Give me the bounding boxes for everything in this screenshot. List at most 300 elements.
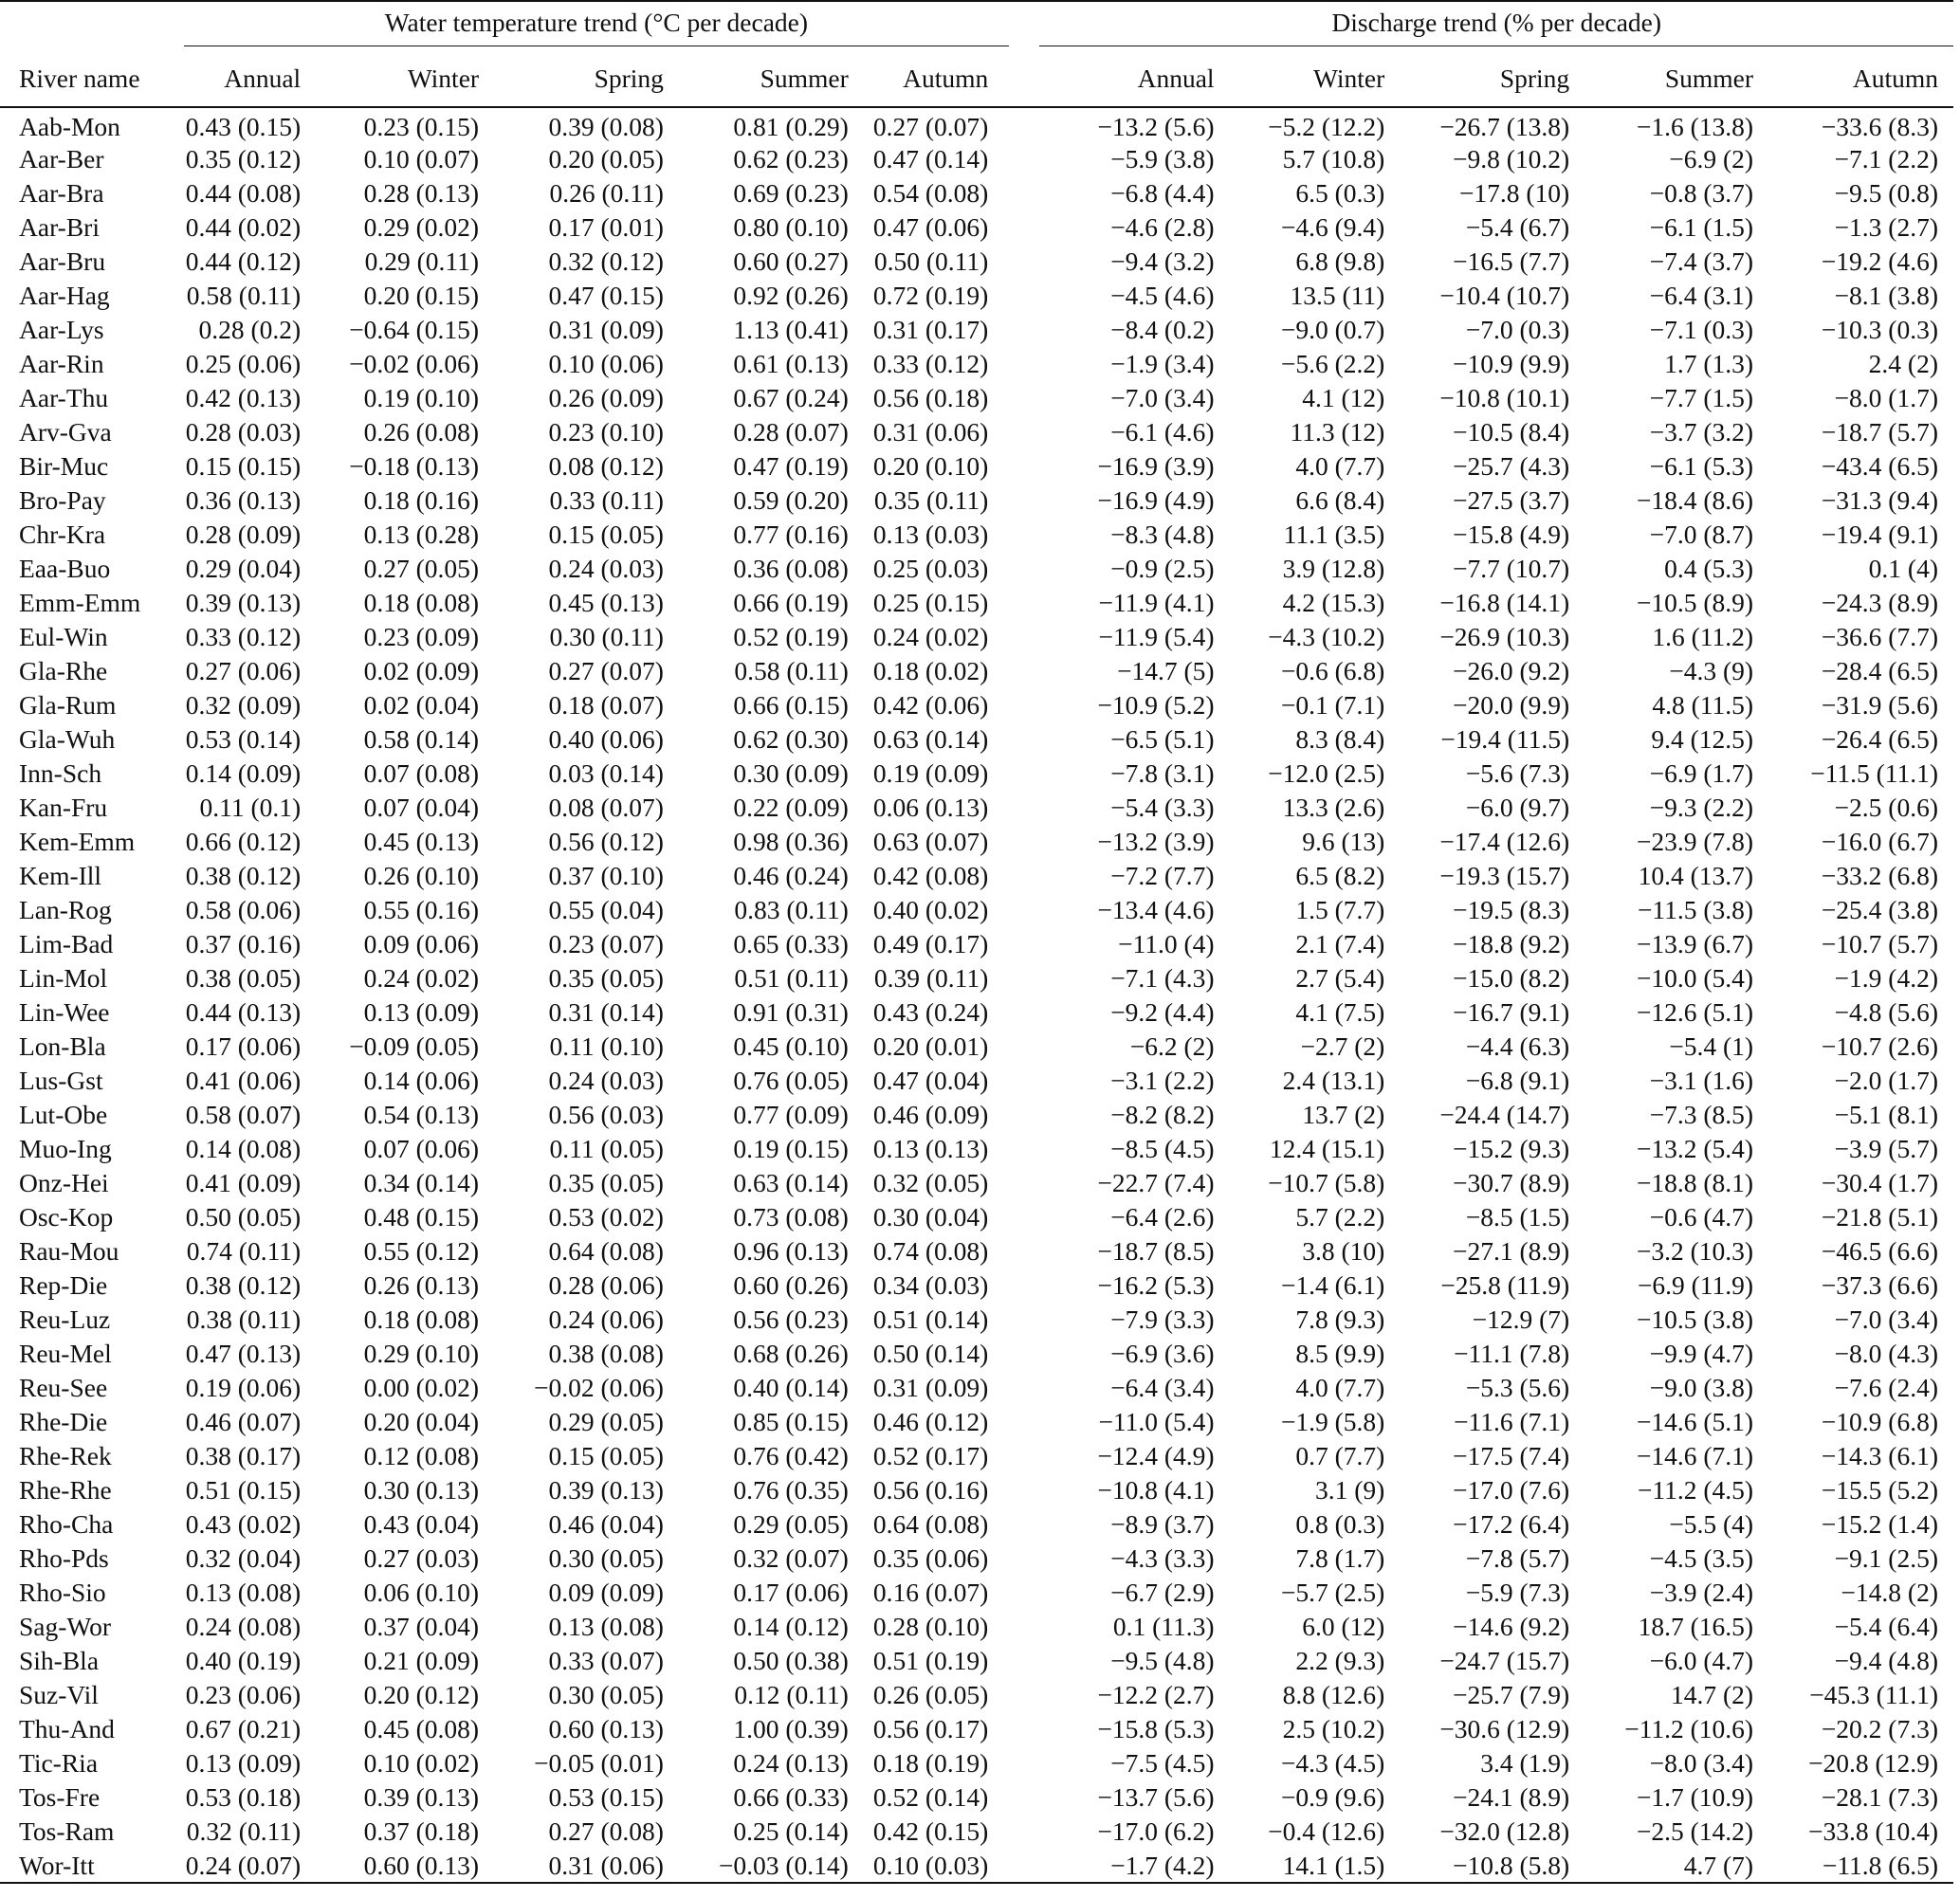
temperature-trend-cell: 0.56 (0.03) bbox=[548, 1100, 664, 1129]
temperature-trend-cell: 0.13 (0.28) bbox=[363, 520, 480, 549]
temperature-trend-cell: 0.53 (0.15) bbox=[548, 1782, 664, 1812]
discharge-trend-cell: −9.0 (3.8) bbox=[1649, 1373, 1754, 1402]
temperature-trend-cell: 0.23 (0.09) bbox=[363, 622, 480, 651]
discharge-trend-cell: −15.0 (8.2) bbox=[1452, 963, 1570, 993]
temperature-trend-cell: 0.02 (0.09) bbox=[363, 656, 480, 685]
table-row bbox=[0, 1098, 1953, 1132]
discharge-trend-cell: −36.6 (7.7) bbox=[1821, 622, 1938, 651]
temperature-trend-cell: 0.20 (0.12) bbox=[363, 1680, 480, 1709]
temperature-trend-cell: 0.13 (0.03) bbox=[872, 520, 989, 549]
temperature-trend-cell: 0.39 (0.13) bbox=[363, 1782, 480, 1812]
discharge-trend-cell: −15.8 (5.3) bbox=[1097, 1714, 1215, 1743]
temperature-trend-cell: 0.35 (0.05) bbox=[548, 963, 664, 993]
discharge-trend-cell: −0.8 (3.7) bbox=[1649, 178, 1754, 208]
temperature-trend-cell: 0.46 (0.12) bbox=[872, 1407, 989, 1436]
discharge-trend-cell: 4.7 (7) bbox=[1683, 1850, 1754, 1880]
gap-cell bbox=[1009, 1200, 1028, 1234]
discharge-trend-cell: −1.9 (4.2) bbox=[1834, 963, 1938, 993]
discharge-trend-cell: −24.3 (8.9) bbox=[1821, 588, 1938, 617]
discharge-trend-cell: −7.4 (3.7) bbox=[1649, 246, 1754, 276]
river-name-cell: Lin-Wee bbox=[19, 997, 110, 1027]
discharge-trend-cell: −6.8 (4.4) bbox=[1110, 178, 1215, 208]
river-name-cell: Inn-Sch bbox=[19, 758, 102, 788]
temperature-trend-cell: 0.47 (0.06) bbox=[872, 212, 989, 242]
temperature-trend-cell: 0.15 (0.05) bbox=[548, 520, 664, 549]
temperature-trend-cell: 0.23 (0.07) bbox=[548, 929, 664, 958]
temperature-trend-cell: 0.83 (0.11) bbox=[734, 895, 849, 924]
discharge-trend-cell: −8.0 (3.4) bbox=[1649, 1748, 1754, 1778]
gap-cell bbox=[1009, 1132, 1028, 1166]
river-name-cell: Bro-Pay bbox=[19, 485, 106, 515]
discharge-trend-cell: −17.4 (12.6) bbox=[1439, 827, 1570, 856]
discharge-trend-cell: −14.3 (6.1) bbox=[1821, 1441, 1938, 1470]
discharge-trend-cell: −16.2 (5.3) bbox=[1097, 1270, 1215, 1300]
temperature-trend-cell: 0.26 (0.08) bbox=[363, 417, 480, 447]
temperature-trend-cell: 0.28 (0.2) bbox=[198, 315, 302, 344]
discharge-trend-cell: 2.7 (5.4) bbox=[1295, 963, 1385, 993]
discharge-trend-cell: −2.7 (2) bbox=[1300, 1031, 1385, 1061]
temperature-trend-cell: 0.58 (0.14) bbox=[363, 724, 480, 754]
table-row bbox=[0, 1849, 1953, 1883]
discharge-trend-cell: −24.7 (15.7) bbox=[1439, 1646, 1570, 1675]
table-row bbox=[0, 995, 1953, 1030]
temperature-trend-cell: 0.20 (0.04) bbox=[363, 1407, 480, 1436]
discharge-trend-cell: −10.9 (5.2) bbox=[1097, 690, 1215, 720]
temperature-trend-cell: 0.59 (0.20) bbox=[733, 485, 849, 515]
column-header-discharge-spring: Spring bbox=[1499, 64, 1570, 93]
temperature-trend-cell: 0.25 (0.14) bbox=[733, 1816, 849, 1846]
temperature-trend-cell: 0.20 (0.15) bbox=[363, 281, 480, 310]
discharge-trend-cell: 1.7 (1.3) bbox=[1664, 349, 1754, 378]
temperature-trend-cell: 0.26 (0.10) bbox=[363, 861, 480, 890]
temperature-trend-cell: 0.60 (0.26) bbox=[733, 1270, 849, 1300]
table-row bbox=[0, 1405, 1953, 1439]
group-header-spacer bbox=[0, 1, 154, 51]
temperature-trend-cell: 0.08 (0.12) bbox=[548, 451, 664, 481]
river-name-cell: Lim-Bad bbox=[19, 929, 114, 958]
discharge-trend-cell: −5.7 (2.5) bbox=[1280, 1578, 1385, 1607]
column-header-discharge-annual: Annual bbox=[1137, 64, 1215, 93]
table-row bbox=[0, 1439, 1953, 1473]
temperature-trend-cell: 0.41 (0.06) bbox=[185, 1066, 302, 1095]
discharge-trend-cell: −15.2 (1.4) bbox=[1821, 1509, 1938, 1539]
gap-cell bbox=[1009, 1234, 1028, 1268]
column-header-temp-winter: Winter bbox=[407, 64, 480, 93]
temperature-trend-cell: 0.34 (0.03) bbox=[872, 1270, 989, 1300]
temperature-trend-cell: 0.18 (0.16) bbox=[363, 485, 480, 515]
discharge-trend-cell: −24.4 (14.7) bbox=[1439, 1100, 1570, 1129]
gap-cell bbox=[1009, 1473, 1028, 1507]
temperature-trend-cell: 0.25 (0.03) bbox=[872, 554, 989, 583]
discharge-trend-cell: −0.9 (2.5) bbox=[1110, 554, 1215, 583]
temperature-trend-cell: 0.27 (0.05) bbox=[363, 554, 480, 583]
temperature-trend-cell: 0.92 (0.26) bbox=[733, 281, 849, 310]
discharge-trend-cell: −0.6 (4.7) bbox=[1649, 1202, 1754, 1232]
table-row bbox=[0, 552, 1953, 586]
discharge-trend-cell: −17.0 (6.2) bbox=[1097, 1816, 1215, 1846]
discharge-trend-cell: −14.6 (7.1) bbox=[1636, 1441, 1754, 1470]
river-name-cell: Aar-Ber bbox=[19, 144, 104, 173]
temperature-trend-cell: 0.20 (0.05) bbox=[548, 144, 664, 173]
river-name-cell: Wor-Itt bbox=[19, 1850, 95, 1880]
discharge-trend-cell: −30.4 (1.7) bbox=[1821, 1168, 1938, 1197]
table-row bbox=[0, 449, 1953, 484]
temperature-trend-cell: 0.30 (0.05) bbox=[548, 1680, 664, 1709]
temperature-trend-cell: 0.23 (0.06) bbox=[185, 1680, 302, 1709]
table-row bbox=[0, 1576, 1953, 1610]
temperature-trend-cell: 0.68 (0.26) bbox=[733, 1339, 849, 1368]
discharge-trend-cell: −33.2 (6.8) bbox=[1821, 861, 1938, 890]
discharge-trend-cell: −10.9 (6.8) bbox=[1821, 1407, 1938, 1436]
temperature-trend-cell: 0.36 (0.08) bbox=[733, 554, 849, 583]
temperature-trend-cell: 0.81 (0.29) bbox=[733, 112, 849, 141]
temperature-trend-cell: 0.56 (0.12) bbox=[548, 827, 664, 856]
temperature-trend-cell: 0.17 (0.06) bbox=[185, 1031, 302, 1061]
discharge-trend-cell: −7.3 (8.5) bbox=[1649, 1100, 1754, 1129]
discharge-trend-cell: −7.0 (8.7) bbox=[1649, 520, 1754, 549]
discharge-trend-cell: −10.3 (0.3) bbox=[1821, 315, 1938, 344]
river-name-cell: Eaa-Buo bbox=[19, 554, 111, 583]
discharge-trend-cell: −25.7 (7.9) bbox=[1452, 1680, 1570, 1709]
discharge-trend-cell: 3.4 (1.9) bbox=[1480, 1748, 1570, 1778]
temperature-trend-cell: 1.00 (0.39) bbox=[733, 1714, 849, 1743]
discharge-trend-cell: −24.1 (8.9) bbox=[1452, 1782, 1570, 1812]
temperature-trend-cell: 0.58 (0.06) bbox=[185, 895, 302, 924]
discharge-trend-cell: −10.7 (2.6) bbox=[1821, 1031, 1938, 1061]
discharge-trend-cell: −4.5 (4.6) bbox=[1110, 281, 1215, 310]
discharge-trend-cell: −15.8 (4.9) bbox=[1452, 520, 1570, 549]
temperature-trend-cell: −0.03 (0.14) bbox=[718, 1850, 849, 1880]
discharge-trend-cell: −15.2 (9.3) bbox=[1452, 1134, 1570, 1163]
temperature-trend-cell: 0.30 (0.09) bbox=[733, 758, 849, 788]
river-name-cell: Rhe-Die bbox=[19, 1407, 108, 1436]
temperature-trend-cell: 0.18 (0.19) bbox=[872, 1748, 989, 1778]
river-name-cell: Rhe-Rhe bbox=[19, 1475, 112, 1505]
temperature-trend-cell: 0.56 (0.23) bbox=[733, 1305, 849, 1334]
discharge-trend-cell: −37.3 (6.6) bbox=[1821, 1270, 1938, 1300]
discharge-trend-cell: −31.3 (9.4) bbox=[1821, 485, 1938, 515]
discharge-trend-cell: −17.5 (7.4) bbox=[1452, 1441, 1570, 1470]
temperature-trend-cell: 0.33 (0.07) bbox=[548, 1646, 664, 1675]
temperature-trend-cell: 0.06 (0.10) bbox=[363, 1578, 480, 1607]
discharge-trend-cell: 14.7 (2) bbox=[1670, 1680, 1754, 1709]
discharge-trend-cell: −7.0 (3.4) bbox=[1110, 383, 1215, 412]
gap-cell bbox=[1009, 1098, 1028, 1132]
river-name-cell: Lan-Rog bbox=[19, 895, 112, 924]
discharge-trend-cell: −1.6 (13.8) bbox=[1636, 112, 1754, 141]
gap-cell bbox=[1009, 791, 1028, 825]
discharge-trend-cell: −4.3 (10.2) bbox=[1268, 622, 1385, 651]
temperature-trend-cell: 0.77 (0.09) bbox=[733, 1100, 849, 1129]
discharge-trend-cell: 6.6 (8.4) bbox=[1295, 485, 1385, 515]
temperature-trend-cell: 0.62 (0.30) bbox=[733, 724, 849, 754]
table-row bbox=[0, 1815, 1953, 1849]
river-name-cell: Arv-Gva bbox=[19, 417, 112, 447]
column-header-row bbox=[0, 51, 1953, 107]
discharge-trend-cell: −20.0 (9.9) bbox=[1452, 690, 1570, 720]
discharge-trend-cell: −16.7 (9.1) bbox=[1452, 997, 1570, 1027]
temperature-trend-cell: 0.14 (0.06) bbox=[363, 1066, 480, 1095]
temperature-trend-cell: 0.19 (0.15) bbox=[733, 1134, 849, 1163]
temperature-trend-cell: 0.42 (0.15) bbox=[872, 1816, 989, 1846]
temperature-trend-cell: 0.28 (0.07) bbox=[733, 417, 849, 447]
discharge-trend-cell: 7.8 (9.3) bbox=[1295, 1305, 1385, 1334]
temperature-trend-cell: 0.98 (0.36) bbox=[733, 827, 849, 856]
discharge-trend-cell: 0.1 (11.3) bbox=[1112, 1612, 1215, 1641]
discharge-trend-cell: −1.7 (4.2) bbox=[1110, 1850, 1215, 1880]
temperature-trend-cell: 0.26 (0.13) bbox=[363, 1270, 480, 1300]
temperature-trend-cell: 0.29 (0.05) bbox=[733, 1509, 849, 1539]
temperature-trend-cell: 0.07 (0.08) bbox=[363, 758, 480, 788]
discharge-trend-cell: −9.8 (10.2) bbox=[1452, 144, 1570, 173]
discharge-trend-cell: −7.7 (10.7) bbox=[1452, 554, 1570, 583]
discharge-trend-cell: −11.1 (7.8) bbox=[1453, 1339, 1570, 1368]
gap-cell bbox=[1009, 893, 1028, 927]
discharge-trend-cell: −6.2 (2) bbox=[1129, 1031, 1215, 1061]
discharge-trend-cell: −23.9 (7.8) bbox=[1636, 827, 1754, 856]
gap-cell bbox=[1009, 722, 1028, 757]
gap-cell bbox=[1009, 142, 1028, 176]
discharge-trend-cell: −10.5 (8.4) bbox=[1452, 417, 1570, 447]
temperature-trend-cell: 0.58 (0.11) bbox=[734, 656, 849, 685]
temperature-trend-cell: 0.09 (0.09) bbox=[548, 1578, 664, 1607]
temperature-trend-cell: 0.65 (0.33) bbox=[733, 929, 849, 958]
temperature-trend-cell: 0.38 (0.12) bbox=[185, 1270, 302, 1300]
discharge-trend-cell: −7.7 (1.5) bbox=[1649, 383, 1754, 412]
table-row bbox=[0, 1610, 1953, 1644]
table-row bbox=[0, 518, 1953, 552]
discharge-trend-cell: −9.5 (0.8) bbox=[1834, 178, 1938, 208]
temperature-trend-cell: 0.30 (0.13) bbox=[363, 1475, 480, 1505]
temperature-trend-cell: 0.19 (0.06) bbox=[185, 1373, 302, 1402]
discharge-group-label: Discharge trend (% per decade) bbox=[1039, 8, 1953, 46]
river-name-cell: Lon-Bla bbox=[19, 1031, 106, 1061]
temperature-trend-cell: 0.18 (0.02) bbox=[872, 656, 989, 685]
temperature-trend-cell: 0.32 (0.12) bbox=[548, 246, 664, 276]
temperature-trend-cell: 0.33 (0.12) bbox=[872, 349, 989, 378]
table-row bbox=[0, 1542, 1953, 1576]
temperature-trend-cell: 0.50 (0.05) bbox=[185, 1202, 302, 1232]
temperature-trend-cell: 0.33 (0.12) bbox=[185, 622, 302, 651]
temperature-trend-cell: 0.46 (0.07) bbox=[185, 1407, 302, 1436]
table-row bbox=[0, 176, 1953, 210]
temperature-trend-cell: 0.33 (0.11) bbox=[549, 485, 664, 515]
discharge-trend-cell: 0.7 (7.7) bbox=[1295, 1441, 1385, 1470]
river-name-cell: Aab-Mon bbox=[19, 112, 120, 141]
temperature-trend-cell: 0.53 (0.14) bbox=[185, 724, 302, 754]
discharge-trend-cell: 3.8 (10) bbox=[1302, 1236, 1385, 1266]
temperature-trend-cell: 0.07 (0.04) bbox=[363, 793, 480, 822]
discharge-trend-cell: −14.6 (9.2) bbox=[1452, 1612, 1570, 1641]
river-name-cell: Sih-Bla bbox=[19, 1646, 100, 1675]
table-row bbox=[0, 927, 1953, 961]
temperature-trend-cell: 0.67 (0.24) bbox=[733, 383, 849, 412]
discharge-trend-cell: 6.0 (12) bbox=[1302, 1612, 1385, 1641]
discharge-trend-cell: 8.5 (9.9) bbox=[1295, 1339, 1385, 1368]
temperature-trend-cell: 0.31 (0.09) bbox=[872, 1373, 989, 1402]
gap-cell bbox=[1009, 1405, 1028, 1439]
temperature-trend-cell: 0.19 (0.09) bbox=[872, 758, 989, 788]
temperature-trend-cell: 0.14 (0.12) bbox=[733, 1612, 849, 1641]
table-row bbox=[0, 893, 1953, 927]
discharge-trend-cell: −26.7 (13.8) bbox=[1439, 112, 1570, 141]
discharge-trend-cell: −10.7 (5.7) bbox=[1821, 929, 1938, 958]
temperature-trend-cell: 0.27 (0.08) bbox=[548, 1816, 664, 1846]
table-row bbox=[0, 688, 1953, 722]
temperature-trend-cell: 0.52 (0.19) bbox=[733, 622, 849, 651]
discharge-trend-cell: −5.4 (6.7) bbox=[1465, 212, 1570, 242]
discharge-trend-cell: −6.4 (3.4) bbox=[1110, 1373, 1215, 1402]
temperature-trend-cell: 0.37 (0.18) bbox=[363, 1816, 480, 1846]
discharge-trend-cell: −10.9 (9.9) bbox=[1452, 349, 1570, 378]
gap-cell bbox=[1009, 1576, 1028, 1610]
temperature-trend-cell: 0.42 (0.06) bbox=[872, 690, 989, 720]
gap-cell bbox=[1009, 586, 1028, 620]
discharge-trend-cell: −3.2 (10.3) bbox=[1636, 1236, 1754, 1266]
discharge-trend-cell: −7.0 (0.3) bbox=[1465, 315, 1570, 344]
discharge-trend-cell: −11.0 (4) bbox=[1117, 929, 1215, 958]
discharge-trend-cell: −19.4 (11.5) bbox=[1440, 724, 1570, 754]
temperature-trend-cell: 0.31 (0.09) bbox=[548, 315, 664, 344]
discharge-trend-cell: 6.8 (9.8) bbox=[1295, 246, 1385, 276]
discharge-trend-cell: −7.1 (4.3) bbox=[1110, 963, 1215, 993]
river-name-cell: Aar-Bri bbox=[19, 212, 100, 242]
discharge-trend-cell: 4.8 (11.5) bbox=[1652, 690, 1754, 720]
river-name-cell: Lus-Gst bbox=[19, 1066, 103, 1095]
temperature-trend-cell: 0.43 (0.24) bbox=[872, 997, 989, 1027]
temperature-trend-cell: 0.26 (0.11) bbox=[549, 178, 664, 208]
temperature-trend-cell: −0.02 (0.06) bbox=[533, 1373, 664, 1402]
discharge-trend-cell: −30.6 (12.9) bbox=[1439, 1714, 1570, 1743]
temperature-trend-cell: 0.50 (0.14) bbox=[872, 1339, 989, 1368]
temperature-trend-cell: 0.66 (0.12) bbox=[185, 827, 302, 856]
temperature-trend-cell: 0.54 (0.08) bbox=[872, 178, 989, 208]
discharge-trend-cell: −7.6 (2.4) bbox=[1834, 1373, 1938, 1402]
temperature-trend-cell: 0.32 (0.05) bbox=[872, 1168, 989, 1197]
table-row bbox=[0, 107, 1953, 142]
discharge-trend-cell: −8.0 (4.3) bbox=[1834, 1339, 1938, 1368]
table-row bbox=[0, 1132, 1953, 1166]
table-row bbox=[0, 279, 1953, 313]
temperature-trend-cell: 0.76 (0.05) bbox=[733, 1066, 849, 1095]
temperature-trend-cell: 0.13 (0.09) bbox=[185, 1748, 302, 1778]
temperature-trend-cell: 0.35 (0.06) bbox=[872, 1543, 989, 1573]
discharge-trend-cell: 8.8 (12.6) bbox=[1282, 1680, 1385, 1709]
discharge-trend-cell: −30.7 (8.9) bbox=[1452, 1168, 1570, 1197]
table-row bbox=[0, 1030, 1953, 1064]
temperature-trend-cell: 0.51 (0.14) bbox=[872, 1305, 989, 1334]
temperature-trend-cell: 0.38 (0.12) bbox=[185, 861, 302, 890]
discharge-trend-cell: −5.2 (12.2) bbox=[1268, 112, 1385, 141]
discharge-trend-cell: −7.1 (2.2) bbox=[1834, 144, 1938, 173]
temperature-trend-cell: 0.47 (0.15) bbox=[548, 281, 664, 310]
river-name-cell: Emm-Emm bbox=[19, 588, 141, 617]
temperature-trend-cell: 0.53 (0.02) bbox=[548, 1202, 664, 1232]
temperature-trend-cell: 0.74 (0.08) bbox=[872, 1236, 989, 1266]
temperature-trend-cell: 0.49 (0.17) bbox=[872, 929, 989, 958]
discharge-trend-cell: −3.1 (1.6) bbox=[1649, 1066, 1754, 1095]
temperature-trend-cell: 0.56 (0.18) bbox=[872, 383, 989, 412]
table-row bbox=[0, 859, 1953, 893]
temperature-trend-cell: 0.29 (0.11) bbox=[364, 246, 480, 276]
discharge-trend-cell: −3.7 (3.2) bbox=[1649, 417, 1754, 447]
discharge-trend-cell: −27.5 (3.7) bbox=[1452, 485, 1570, 515]
table-row bbox=[0, 1712, 1953, 1746]
temperature-trend-cell: 0.28 (0.06) bbox=[548, 1270, 664, 1300]
table-row bbox=[0, 1200, 1953, 1234]
temperature-trend-cell: 0.13 (0.08) bbox=[185, 1578, 302, 1607]
discharge-trend-cell: −12.0 (2.5) bbox=[1268, 758, 1385, 788]
temperature-trend-cell: −0.02 (0.06) bbox=[349, 349, 480, 378]
discharge-trend-cell: −0.6 (6.8) bbox=[1280, 656, 1385, 685]
temperature-trend-cell: 0.10 (0.06) bbox=[548, 349, 664, 378]
discharge-trend-cell: −6.1 (1.5) bbox=[1649, 212, 1754, 242]
temperature-trend-cell: 0.27 (0.07) bbox=[548, 656, 664, 685]
discharge-trend-cell: −5.5 (4) bbox=[1669, 1509, 1754, 1539]
temperature-trend-cell: 0.37 (0.04) bbox=[363, 1612, 480, 1641]
temperature-trend-cell: 0.24 (0.13) bbox=[733, 1748, 849, 1778]
temperature-trend-cell: −0.18 (0.13) bbox=[349, 451, 480, 481]
discharge-trend-cell: 2.4 (13.1) bbox=[1282, 1066, 1385, 1095]
temperature-trend-cell: 0.43 (0.04) bbox=[363, 1509, 480, 1539]
discharge-trend-cell: −7.8 (3.1) bbox=[1110, 758, 1215, 788]
discharge-trend-cell: −8.9 (3.7) bbox=[1110, 1509, 1215, 1539]
temperature-trend-cell: 0.52 (0.14) bbox=[872, 1782, 989, 1812]
temperature-trend-cell: 0.28 (0.03) bbox=[185, 417, 302, 447]
group-header-discharge bbox=[1028, 1, 1953, 51]
temperature-trend-cell: 0.15 (0.15) bbox=[185, 451, 302, 481]
discharge-trend-cell: −10.4 (10.7) bbox=[1439, 281, 1570, 310]
gap-cell bbox=[1009, 859, 1028, 893]
gap-cell bbox=[1009, 1337, 1028, 1371]
temperature-trend-cell: 0.44 (0.08) bbox=[185, 178, 302, 208]
temperature-trend-cell: 0.47 (0.13) bbox=[185, 1339, 302, 1368]
river-name-cell: Rho-Pds bbox=[19, 1543, 109, 1573]
discharge-trend-cell: −5.3 (5.6) bbox=[1465, 1373, 1570, 1402]
temperature-trend-cell: −0.09 (0.05) bbox=[349, 1031, 480, 1061]
gap-cell bbox=[1009, 1849, 1028, 1883]
discharge-trend-cell: −16.8 (14.1) bbox=[1439, 588, 1570, 617]
temperature-trend-cell: 0.09 (0.06) bbox=[363, 929, 480, 958]
discharge-trend-cell: −45.3 (11.1) bbox=[1809, 1680, 1938, 1709]
temperature-trend-cell: 0.32 (0.04) bbox=[185, 1543, 302, 1573]
discharge-trend-cell: −4.3 (4.5) bbox=[1280, 1748, 1385, 1778]
temperature-trend-cell: 0.35 (0.11) bbox=[873, 485, 989, 515]
discharge-trend-cell: −10.5 (8.9) bbox=[1636, 588, 1754, 617]
temperature-trend-cell: 0.66 (0.33) bbox=[733, 1782, 849, 1812]
gap-cell bbox=[1009, 1064, 1028, 1098]
discharge-trend-cell: −9.5 (4.8) bbox=[1110, 1646, 1215, 1675]
group-header-row bbox=[0, 1, 1953, 51]
column-header-discharge-autumn: Autumn bbox=[1852, 64, 1938, 93]
gap-cell bbox=[1009, 620, 1028, 654]
discharge-trend-cell: −12.2 (2.7) bbox=[1097, 1680, 1215, 1709]
discharge-trend-cell: −9.9 (4.7) bbox=[1649, 1339, 1754, 1368]
table-row bbox=[0, 1337, 1953, 1371]
table-row bbox=[0, 586, 1953, 620]
discharge-trend-cell: −9.1 (2.5) bbox=[1834, 1543, 1938, 1573]
river-name-cell: Kem-Ill bbox=[19, 861, 102, 890]
discharge-trend-cell: −4.8 (5.6) bbox=[1834, 997, 1938, 1027]
discharge-trend-cell: −13.9 (6.7) bbox=[1636, 929, 1754, 958]
discharge-trend-cell: 4.0 (7.7) bbox=[1295, 451, 1385, 481]
discharge-trend-cell: −9.3 (2.2) bbox=[1649, 793, 1754, 822]
discharge-trend-cell: 3.1 (9) bbox=[1314, 1475, 1385, 1505]
temperature-trend-cell: 0.14 (0.08) bbox=[185, 1134, 302, 1163]
table-row bbox=[0, 1780, 1953, 1815]
gap-cell bbox=[1009, 518, 1028, 552]
temperature-trend-cell: 0.53 (0.18) bbox=[185, 1782, 302, 1812]
